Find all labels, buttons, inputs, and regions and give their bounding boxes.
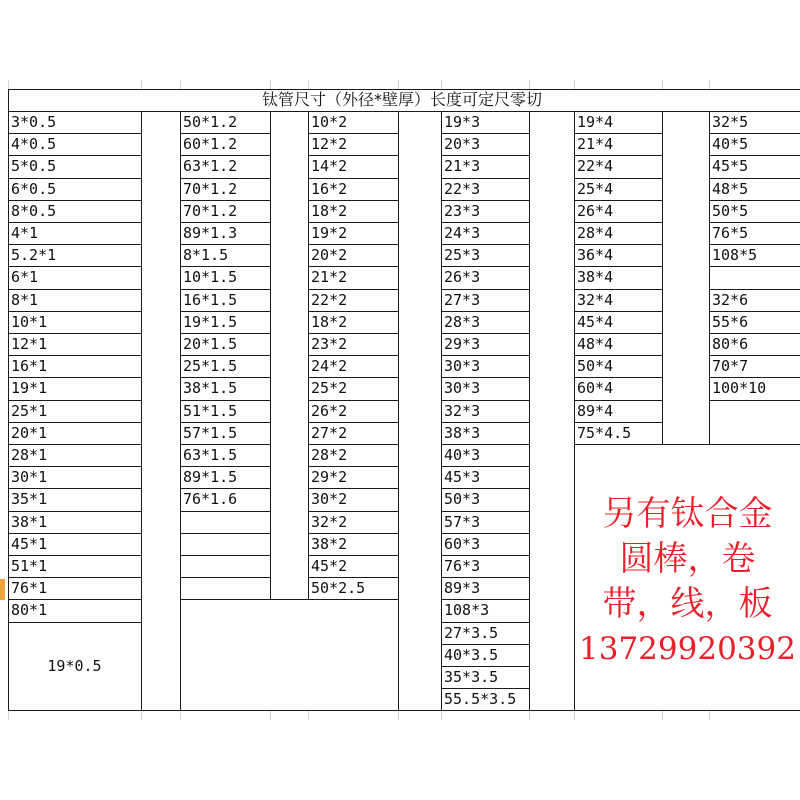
grid-hline [441,710,529,711]
grid-vline [398,80,399,89]
size-cell[interactable]: 40*3.5 [444,646,499,664]
size-cell[interactable]: 50*3 [444,490,481,508]
size-cell[interactable]: 89*4 [577,402,614,420]
size-cell[interactable]: 25*3 [444,246,481,264]
grid-vline [180,80,181,89]
size-cell[interactable]: 3*0.5 [11,113,57,131]
promo-phone: 13729920392 [579,631,796,667]
size-cell[interactable]: 38*3 [444,424,481,442]
size-cell[interactable]: 26*4 [577,202,614,220]
size-cell[interactable]: 30*2 [311,490,348,508]
grid-vline [180,710,181,720]
size-cell[interactable]: 20*1 [11,424,48,442]
size-cell[interactable]: 32*5 [712,113,749,131]
size-cell[interactable]: 14*2 [311,157,348,175]
grid-vline [270,111,271,600]
size-cell[interactable]: 19*2 [311,224,348,242]
grid-vline [529,80,530,89]
size-cell[interactable]: 19*4 [577,113,614,131]
size-cell[interactable]: 36*4 [577,246,614,264]
size-cell[interactable]: 100*10 [712,379,767,397]
size-cell[interactable]: 23*2 [311,335,348,353]
grid-vline [308,80,309,89]
size-cell[interactable]: 21*3 [444,157,481,175]
size-cell[interactable]: 51*1 [11,557,48,575]
size-cell[interactable]: 35*1 [11,490,48,508]
size-cell[interactable]: 50*2.5 [311,579,366,597]
size-cell[interactable]: 4*0.5 [11,135,57,153]
size-cell[interactable]: 20*3 [444,135,481,153]
size-cell[interactable]: 19*3 [444,113,481,131]
size-cell[interactable]: 60*3 [444,535,481,553]
size-cell[interactable]: 25*2 [311,379,348,397]
size-cell[interactable]: 8*1.5 [183,246,229,264]
size-cell[interactable]: 26*2 [311,402,348,420]
size-cell[interactable]: 32*2 [311,513,348,531]
grid-hline [574,444,800,445]
size-cell[interactable]: 27*3 [444,291,481,309]
size-cell[interactable]: 22*2 [311,291,348,309]
size-cell[interactable]: 75*4.5 [577,424,632,442]
grid-hline [180,555,270,556]
size-cell[interactable]: 70*7 [712,357,749,375]
size-cell[interactable]: 5.2*1 [11,246,57,264]
size-cell[interactable]: 28*3 [444,313,481,331]
size-cell[interactable]: 63*1.5 [183,446,238,464]
size-cell[interactable]: 5*0.5 [11,157,57,175]
size-cell[interactable]: 80*6 [712,335,749,353]
merged-cell-size[interactable]: 19*0.5 [47,657,102,675]
grid-vline [8,80,9,89]
size-cell[interactable]: 55.5*3.5 [444,690,517,708]
selected-row-marker [0,579,5,600]
promo-line-2: 圆棒，卷 [619,539,756,579]
size-cell[interactable]: 10*1.5 [183,268,238,286]
size-cell[interactable]: 80*1 [11,601,48,619]
size-cell[interactable]: 38*1 [11,513,48,531]
size-cell[interactable]: 55*6 [712,313,749,331]
size-cell[interactable]: 63*1.2 [183,157,238,175]
size-cell[interactable]: 22*3 [444,180,481,198]
size-cell[interactable]: 26*3 [444,268,481,286]
size-cell[interactable]: 89*3 [444,579,481,597]
grid-vline [8,710,9,720]
size-cell[interactable]: 45*4 [577,313,614,331]
size-cell[interactable]: 27*2 [311,424,348,442]
size-cell[interactable]: 4*1 [11,224,39,242]
grid-hline [180,533,270,534]
size-cell[interactable]: 8*1 [11,291,39,309]
size-cell[interactable]: 30*1 [11,468,48,486]
size-cell[interactable]: 45*2 [311,557,348,575]
size-cell[interactable]: 38*1.5 [183,379,238,397]
size-cell[interactable]: 16*1.5 [183,291,238,309]
size-cell[interactable]: 48*4 [577,335,614,353]
size-cell[interactable]: 19*1 [11,379,48,397]
size-cell[interactable]: 57*3 [444,513,481,531]
size-cell[interactable]: 45*5 [712,157,749,175]
size-cell[interactable]: 29*2 [311,468,348,486]
size-cell[interactable]: 38*4 [577,268,614,286]
grid-vline [709,710,710,720]
size-cell[interactable]: 25*1 [11,402,48,420]
grid-vline [141,710,142,720]
grid-hline [180,511,270,512]
size-cell[interactable]: 89*1.3 [183,224,238,242]
size-cell[interactable]: 40*3 [444,446,481,464]
size-cell[interactable]: 20*2 [311,246,348,264]
grid-vline [662,111,663,444]
size-cell[interactable]: 76*5 [712,224,749,242]
size-cell[interactable]: 12*2 [311,135,348,153]
grid-vline [398,710,399,720]
size-cell[interactable]: 12*1 [11,335,48,353]
size-cell[interactable]: 28*4 [577,224,614,242]
size-cell[interactable]: 28*2 [311,446,348,464]
grid-hline [180,577,270,578]
size-cell[interactable]: 38*2 [311,535,348,553]
size-cell[interactable]: 24*2 [311,357,348,375]
size-cell[interactable]: 76*1.6 [183,490,238,508]
size-cell[interactable]: 30*3 [444,379,481,397]
size-cell[interactable]: 70*1.2 [183,202,238,220]
size-cell[interactable]: 6*0.5 [11,180,57,198]
size-cell[interactable]: 40*5 [712,135,749,153]
size-cell[interactable]: 6*1 [11,268,39,286]
grid-vline [398,111,399,710]
grid-vline [529,111,530,710]
grid-vline [441,710,442,720]
promo-text[interactable] [575,492,800,672]
size-cell[interactable]: 27*3.5 [444,624,499,642]
size-cell[interactable]: 8*0.5 [11,202,57,220]
size-cell[interactable]: 29*3 [444,335,481,353]
size-cell[interactable]: 60*4 [577,379,614,397]
size-cell[interactable]: 108*3 [444,601,490,619]
size-cell[interactable]: 20*1.5 [183,335,238,353]
promo-line-3: 带，线，板 [602,584,773,624]
size-cell[interactable]: 21*4 [577,135,614,153]
size-cell[interactable]: 89*1.5 [183,468,238,486]
size-cell[interactable]: 18*2 [311,313,348,331]
size-cell[interactable]: 16*2 [311,180,348,198]
grid-vline [662,80,663,89]
grid-vline [662,710,663,720]
size-cell[interactable]: 32*4 [577,291,614,309]
grid-hline [180,599,398,600]
grid-vline [308,710,309,720]
size-cell[interactable]: 35*3.5 [444,668,499,686]
size-cell[interactable]: 28*1 [11,446,48,464]
size-cell[interactable]: 50*5 [712,202,749,220]
size-cell[interactable]: 60*1.2 [183,135,238,153]
size-cell[interactable]: 19*1.5 [183,313,238,331]
size-cell[interactable]: 16*1 [11,357,48,375]
size-cell[interactable]: 32*3 [444,402,481,420]
size-cell[interactable]: 50*1.2 [183,113,238,131]
size-cell[interactable]: 57*1.5 [183,424,238,442]
grid-vline [270,710,271,720]
size-cell[interactable]: 51*1.5 [183,402,238,420]
grid-vline [141,111,142,710]
size-cell[interactable]: 23*3 [444,202,481,220]
size-cell[interactable]: 76*3 [444,557,481,575]
size-cell[interactable]: 108*5 [712,246,758,264]
grid-vline [574,80,575,89]
grid-hline [8,710,800,711]
size-cell[interactable]: 50*4 [577,357,614,375]
table-title[interactable]: 钛管尺寸（外径*壁厚）长度可定尺零切 [261,90,542,109]
size-cell[interactable]: 45*3 [444,468,481,486]
grid-vline [574,710,575,720]
grid-vline [441,80,442,89]
size-cell[interactable]: 76*1 [11,579,48,597]
size-cell[interactable]: 32*6 [712,291,749,309]
size-cell[interactable]: 25*1.5 [183,357,238,375]
size-cell[interactable]: 21*2 [311,268,348,286]
size-cell[interactable] [709,266,800,288]
size-cell[interactable]: 10*2 [311,113,348,131]
size-cell[interactable]: 24*3 [444,224,481,242]
size-cell[interactable]: 25*4 [577,180,614,198]
grid-vline [709,80,710,89]
promo-line-1: 另有钛合金 [602,494,773,534]
grid-vline [529,710,530,720]
size-cell[interactable]: 18*2 [311,202,348,220]
size-cell[interactable]: 30*3 [444,357,481,375]
grid-vline [141,80,142,89]
grid-vline [270,80,271,89]
size-cell[interactable]: 10*1 [11,313,48,331]
size-cell[interactable]: 22*4 [577,157,614,175]
size-cell[interactable]: 48*5 [712,180,749,198]
grid-hline [709,400,800,401]
size-cell[interactable]: 45*1 [11,535,48,553]
size-cell[interactable]: 70*1.2 [183,180,238,198]
